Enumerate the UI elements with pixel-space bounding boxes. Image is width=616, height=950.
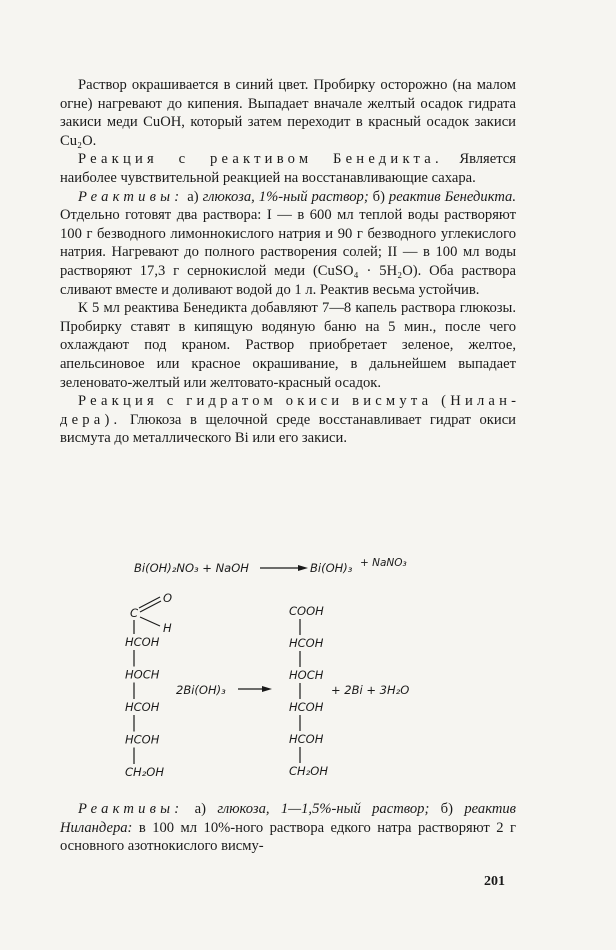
reagent-a: глюкоза, 1%-ный раствор; <box>202 188 369 205</box>
reagent-b-2: реактив Ниландера: <box>60 801 516 836</box>
reagent-b: реактив Бенедикта. <box>388 188 516 205</box>
nylander-intro: Глюкоза в щелочной среде восстанавливает гидрат окиси висмута до металлического Bi или его закиси. <box>60 411 516 447</box>
item-b-2: б) <box>429 801 465 817</box>
eq1-byproduct: + NaNO₃ <box>360 557 407 569</box>
right-row-1: HCOH <box>289 636 324 650</box>
left-row-1: HOCH <box>125 667 160 682</box>
aldehyde-h-bond <box>140 617 160 626</box>
double-bond-1 <box>139 597 160 608</box>
paragraph-benedict-procedure: К 5 мл реактива Бенедикта добавляют 7—8 капель раствора глюкозы. Пробирку ставят в кипящую водяную баню на 5 мин., после чего охлаждают под краном. Раствор приобретает зеленое, желтое, апельсиновое или красное окрашивание, в дальнейшем выпадает зеленовато-желтый или желтовато-красный осадок. <box>60 300 516 391</box>
right-row-4: HCOH <box>289 732 324 746</box>
benedict-intro: Является наиболее чувствительной реакцией на восстанавливающие сахара. <box>60 151 516 186</box>
aldehyde-carbon: C <box>130 606 139 620</box>
double-bond-2 <box>140 601 161 612</box>
eq1-product: Bi(OH)₃ <box>310 561 353 575</box>
paragraph-1: Раствор окрашивается в синий цвет. Пробирку осторожно (на малом огне) нагревают до кипения. Выпадает вначале желтый осадок гидрата закиси меди CuOH, который затем переходит в красный осадок закиси Cu₂O. <box>60 77 516 149</box>
reagents-heading-2: Реактивы: <box>78 801 184 817</box>
aldehyde-oxygen: O <box>163 591 173 605</box>
item-a-2: а) <box>183 801 218 817</box>
nylander-prep: в 100 мл 10%-ного раствора едкого натра растворяют 2 г основного азотнокислого висму- <box>60 819 516 855</box>
left-row-3: HCOH <box>125 732 160 747</box>
page-number: 201 <box>484 874 505 889</box>
benedict-heading: Реакция с реактивом Бенедикта. <box>78 151 443 168</box>
left-row-0: HCOH <box>125 635 160 649</box>
item-a: а) <box>183 188 203 205</box>
eq1-arrow-head <box>298 565 308 571</box>
page-text-bottom <box>60 800 516 856</box>
right-row-5: CH₂OH <box>289 764 328 778</box>
aldehyde-hydrogen: H <box>163 621 172 635</box>
right-chain <box>289 604 328 778</box>
left-chain <box>125 635 164 779</box>
eq2-byproduct: + 2Bi + 3H₂O <box>331 683 410 697</box>
left-row-2: HCOH <box>125 700 160 714</box>
nylander-heading: Реакция с гидратом окиси висмута (Ниландера). <box>60 393 516 428</box>
right-row-2: HOCH <box>289 668 324 682</box>
eq2-arrow-head <box>262 686 272 692</box>
item-b: б) <box>368 188 389 205</box>
paragraph-nylander-reagents <box>60 800 516 856</box>
reagent-a-2: глюкоза, 1—1,5%-ный раствор; <box>217 801 430 817</box>
benedict-prep: Отдельно готовят два раствора: I — в 600 мл теплой воды растворяют 100 г безводного лимоннокислого натрия и 90 г безводного углекислого натрия. Нагревают до полного растворения солей; II — в 100 мл воды растворяют 17,3 г сернокислой меди (CuSO₄ · 5H₂O). Оба раствора сливают вместе и доливают водой до 1 л. Реактив весьма устойчив. <box>60 207 516 298</box>
reagents-heading: Реактивы: <box>78 188 184 205</box>
right-row-3: HCOH <box>289 700 324 714</box>
right-row-0: COOH <box>289 604 324 618</box>
left-row-4: CH₂OH <box>125 765 164 779</box>
eq1-reactant: Bi(OH)₂NO₃ + NaOH <box>134 561 249 575</box>
eq2-reagent: 2Bi(OH)₃ <box>176 683 226 697</box>
